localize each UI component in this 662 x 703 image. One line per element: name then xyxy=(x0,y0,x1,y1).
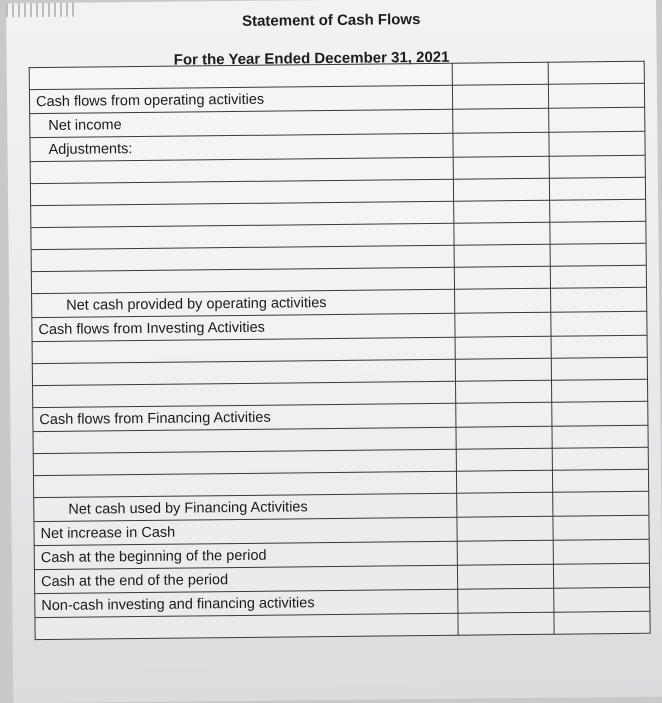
amount-cell[interactable] xyxy=(454,266,550,289)
total-cell[interactable] xyxy=(550,243,646,266)
row-label: Net cash provided by operating activities xyxy=(32,289,455,317)
total-cell[interactable] xyxy=(551,379,647,402)
total-cell[interactable] xyxy=(548,61,644,84)
row-label: Non-cash investing and financing activities xyxy=(35,589,458,617)
total-cell[interactable] xyxy=(551,357,647,380)
amount-cell[interactable] xyxy=(455,336,551,359)
amount-cell[interactable] xyxy=(453,132,549,157)
amount-cell[interactable] xyxy=(456,426,552,449)
amount-cell[interactable] xyxy=(458,588,554,613)
amount-cell[interactable] xyxy=(453,156,549,179)
total-cell[interactable] xyxy=(554,587,650,612)
amount-cell[interactable] xyxy=(455,312,551,337)
amount-cell[interactable] xyxy=(452,84,548,109)
row-label: Cash flows from operating activities xyxy=(29,85,452,113)
total-cell[interactable] xyxy=(550,265,646,288)
total-cell[interactable] xyxy=(550,221,646,244)
total-cell[interactable] xyxy=(553,515,649,540)
amount-cell[interactable] xyxy=(455,358,551,381)
row-label: Net income xyxy=(30,109,453,137)
total-cell[interactable] xyxy=(550,199,646,222)
statement-subtitle: For the Year Ended December 31, 2021 xyxy=(173,48,450,69)
total-cell[interactable] xyxy=(552,469,648,492)
amount-cell[interactable] xyxy=(452,62,548,85)
row-label: Net cash used by Financing Activities xyxy=(34,493,457,521)
row-label: Net increase in Cash xyxy=(34,517,457,545)
total-cell[interactable] xyxy=(553,563,649,588)
amount-cell[interactable] xyxy=(458,612,554,635)
amount-cell[interactable] xyxy=(457,516,553,541)
total-cell[interactable] xyxy=(552,447,648,470)
total-cell[interactable] xyxy=(552,401,648,426)
amount-cell[interactable] xyxy=(456,470,552,493)
statement-title: Statement of Cash Flows xyxy=(241,11,421,30)
row-label: Cash at the end of the period xyxy=(34,565,457,593)
total-cell[interactable] xyxy=(553,539,649,564)
total-cell[interactable] xyxy=(549,131,645,156)
amount-cell[interactable] xyxy=(453,108,549,133)
row-label: Adjustments: xyxy=(30,133,453,161)
total-cell[interactable] xyxy=(549,155,645,178)
amount-cell[interactable] xyxy=(457,564,553,589)
total-cell[interactable] xyxy=(553,491,649,516)
row-label: Cash at the beginning of the period xyxy=(34,541,457,569)
total-cell[interactable] xyxy=(554,611,650,634)
cash-flow-table xyxy=(29,61,651,640)
amount-cell[interactable] xyxy=(457,492,553,517)
amount-cell[interactable] xyxy=(454,222,550,245)
total-cell[interactable] xyxy=(549,107,645,132)
amount-cell[interactable] xyxy=(455,288,551,313)
total-cell[interactable] xyxy=(551,335,647,358)
amount-cell[interactable] xyxy=(454,200,550,223)
total-cell[interactable] xyxy=(551,311,647,336)
amount-cell[interactable] xyxy=(454,244,550,267)
total-cell[interactable] xyxy=(552,425,648,448)
total-cell[interactable] xyxy=(549,177,645,200)
row-label: Cash flows from Investing Activities xyxy=(32,313,455,341)
amount-cell[interactable] xyxy=(456,402,552,427)
amount-cell[interactable] xyxy=(453,178,549,201)
row-label xyxy=(35,613,458,639)
row-label: Cash flows from Financing Activities xyxy=(33,403,456,431)
worksheet-page xyxy=(6,0,662,703)
amount-cell[interactable] xyxy=(457,540,553,565)
amount-cell[interactable] xyxy=(456,448,552,471)
total-cell[interactable] xyxy=(548,83,644,108)
amount-cell[interactable] xyxy=(455,380,551,403)
total-cell[interactable] xyxy=(551,287,647,312)
